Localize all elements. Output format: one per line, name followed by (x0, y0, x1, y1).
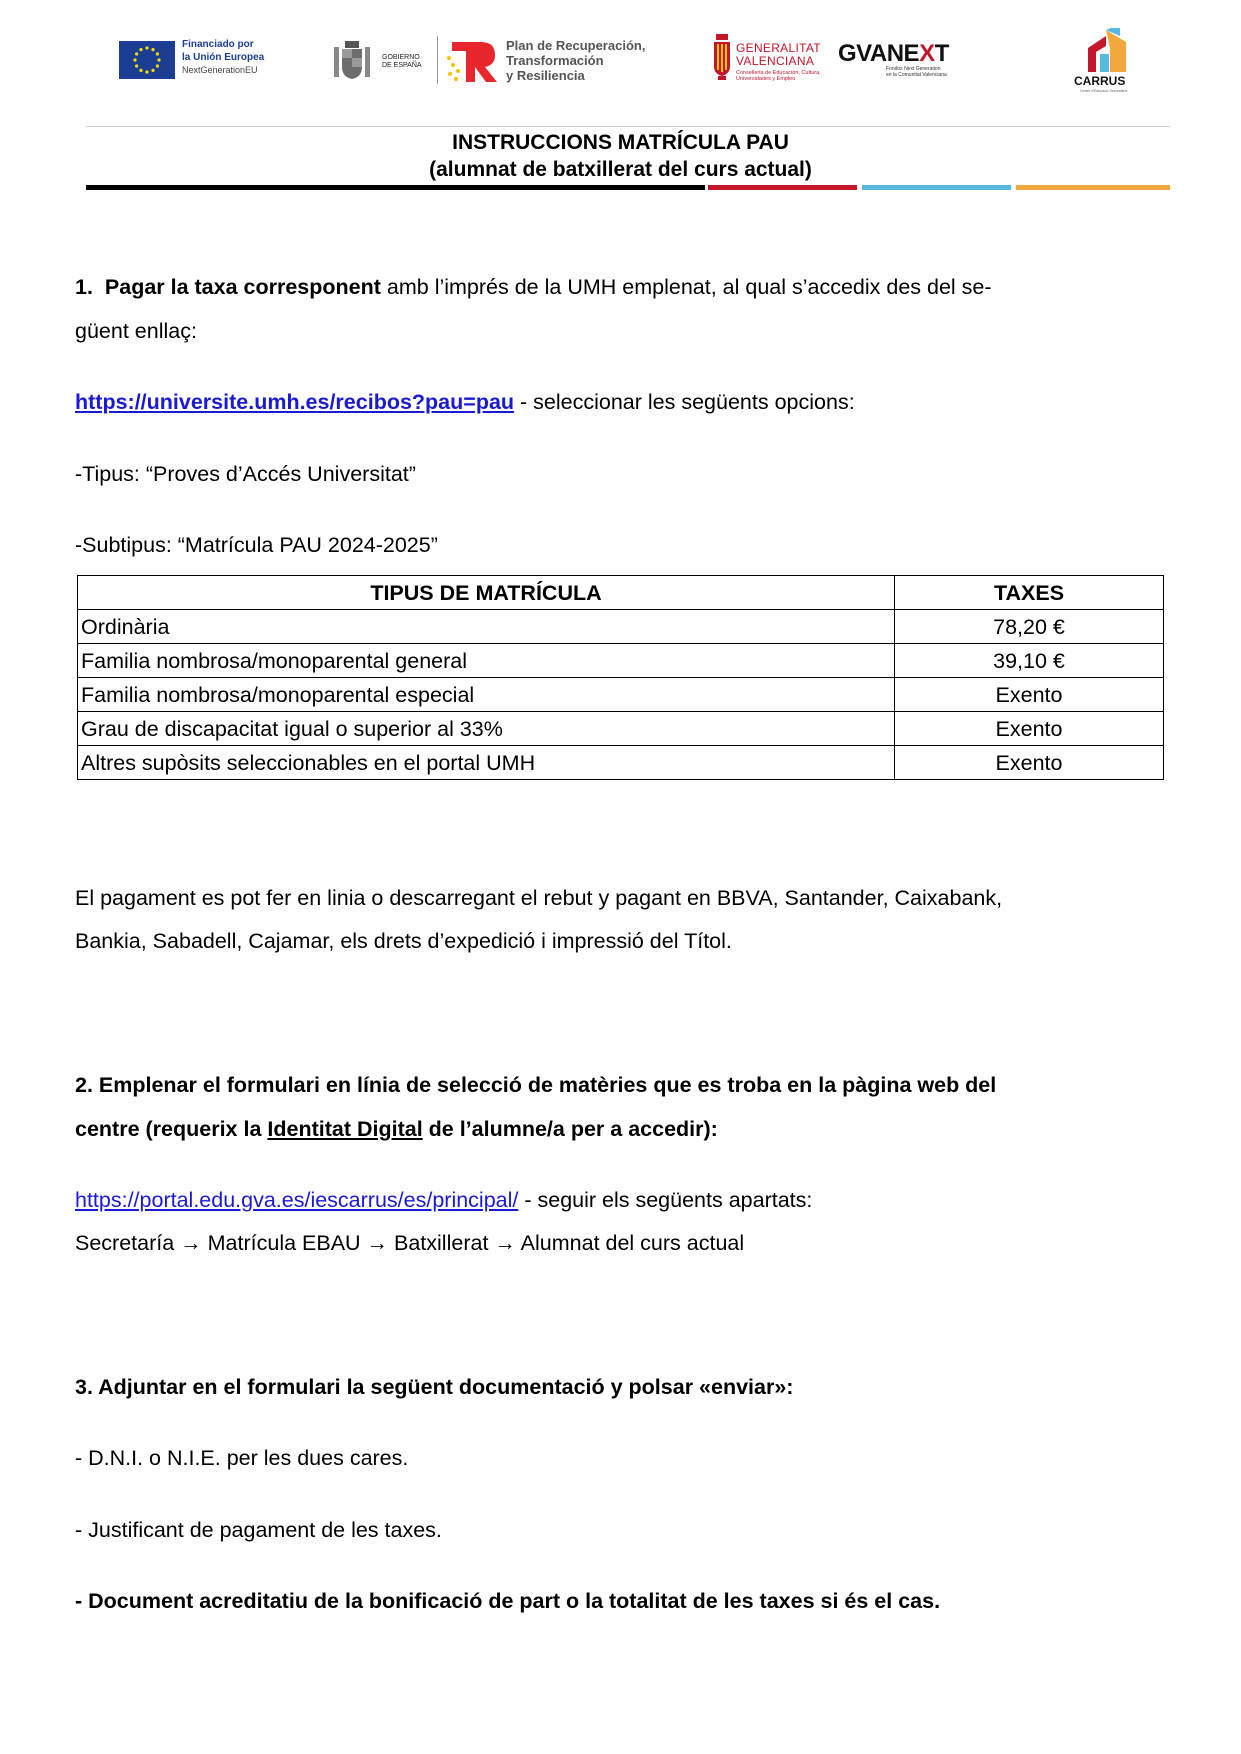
prtr-line2: Transformación (506, 53, 604, 68)
eu-logo-text (182, 38, 264, 77)
table-row (78, 746, 1164, 780)
eu-logo-line3: NextGenerationEU (182, 65, 258, 75)
spain-coat-of-arms-icon (332, 39, 372, 83)
eu-flag-icon (119, 41, 175, 79)
prtr-logo-text (506, 38, 645, 83)
table-cell-tipus: Familia nombrosa/monoparental especial (78, 678, 895, 712)
identitat-digital-text: Identitat Digital (267, 1117, 423, 1141)
header-divider (86, 126, 1170, 127)
generalitat-shield-icon (712, 34, 732, 82)
gvanext-main: GVANE (838, 40, 920, 67)
table-row (78, 678, 1164, 712)
gvanext-sub2: en la Comunitat Valenciana (886, 72, 947, 78)
gva-line1: GENERALITAT (736, 41, 821, 55)
step2-post: de l’alumne/a per a accedir): (422, 1117, 718, 1141)
step1-link-suffix: - seleccionar les següents opcions: (514, 390, 855, 414)
table-cell-tipus: Altres supòsits seleccionables en el portal UMH (78, 746, 895, 780)
table-row (78, 610, 1164, 644)
gvanext-sub1: Fondos Next Generation (886, 66, 941, 72)
step1-number: 1. (75, 275, 93, 299)
step3-heading: 3. Adjuntar en el formulari la següent documentació y polsar «enviar»: (75, 1375, 794, 1399)
fees-table (77, 575, 1164, 780)
step2-link-suffix: - seguir els següents apartats: (518, 1188, 813, 1212)
umh-recibos-link[interactable]: https://universite.umh.es/recibos?pau=pau (75, 390, 515, 414)
table-cell-taxa: Exento (895, 712, 1164, 746)
table-cell-taxa: Exento (895, 678, 1164, 712)
gvanext-end: T (934, 40, 949, 67)
step3-item-dni: - D.N.I. o N.I.E. per les dues cares. (75, 1446, 409, 1470)
step2-heading-line1: 2. Emplenar el formulari en línia de selecció de matèries que es troba en la pàgina web del (75, 1073, 997, 1097)
logo-separator (437, 36, 438, 84)
table-cell-tipus: Grau de discapacitat igual o superior al 33% (78, 712, 895, 746)
carrus-house-icon (1076, 28, 1134, 78)
step3-item-justificant: - Justificant de pagament de les taxes. (75, 1518, 442, 1542)
table-header-taxes: TAXES (895, 576, 1164, 610)
table-row (78, 712, 1164, 746)
step1-text-a: amb l’imprés de la UMH emplenat, al qual s’accedix des del se- (380, 275, 992, 299)
document-title: INSTRUCCIONS MATRÍCULA PAU (452, 131, 789, 154)
table-cell-taxa: 78,20 € (895, 610, 1164, 644)
step1-paragraph-line2: güent enllaç: (75, 319, 197, 343)
document-subtitle: (alumnat de batxillerat del curs actual) (429, 158, 812, 181)
step1-link-line (75, 390, 855, 414)
step1-paragraph-line1 (75, 275, 992, 299)
step1-subtipus: -Subtipus: “Matrícula PAU 2024-2025” (75, 533, 438, 557)
gvanext-logo (838, 40, 949, 68)
step1-tipus: -Tipus: “Proves d’Accés Universitat” (75, 462, 416, 486)
step1-heading: Pagar la taxa corresponent (104, 275, 381, 299)
prtr-line1: Plan de Recuperación, (506, 38, 646, 53)
generalitat-logo-text (736, 42, 821, 68)
prtr-r-icon (444, 36, 500, 86)
gva-sub1: Conselleria de Educación, Cultura, (736, 70, 821, 76)
gvanext-accent: X (919, 40, 935, 67)
step2-link-line (75, 1188, 812, 1212)
step2-heading-line2 (75, 1117, 718, 1141)
prtr-line3: y Resiliencia (506, 68, 585, 83)
eu-logo-line1: Financiado por (182, 39, 254, 50)
carrus-logo-subtext: Centre d'Educació Secundària (1080, 89, 1128, 93)
payment-line2: Bankia, Sabadell, Cajamar, els drets d’expedició i impressió del Títol. (75, 929, 732, 953)
table-cell-tipus: Familia nombrosa/monoparental general (78, 644, 895, 678)
step2-navigation-path: Secretaría → Matrícula EBAU → Batxillerat → Alumnat del curs actual (75, 1231, 745, 1255)
payment-line1: El pagament es pot fer en linia o descarregant el rebut y pagant en BBVA, Santander, Caixabank, (75, 886, 1003, 910)
table-header-row (78, 576, 1164, 610)
table-cell-taxa: Exento (895, 746, 1164, 780)
gobierno-logo-text (382, 54, 430, 70)
gva-sub2: Universidades y Empleo (736, 76, 796, 82)
step3-item-document: - Document acreditatiu de la bonificació de part o la totalitat de les taxes si és el cas. (75, 1589, 941, 1613)
title-bar-red (708, 185, 857, 190)
carrus-logo-text: CARRUS (1074, 74, 1126, 88)
table-cell-taxa: 39,10 € (895, 644, 1164, 678)
title-bar-blue (862, 185, 1011, 190)
title-bar-orange (1016, 185, 1170, 190)
table-header-tipus: TIPUS DE MATRÍCULA (78, 576, 895, 610)
gva-line2: VALENCIANA (736, 54, 815, 68)
generalitat-logo-subtext (736, 70, 836, 82)
gobierno-line1: GOBIERNO (382, 54, 420, 61)
step2-pre: centre (requerix la (75, 1117, 268, 1141)
eu-logo-line2: la Unión Europea (182, 52, 265, 63)
table-row (78, 644, 1164, 678)
table-cell-tipus: Ordinària (78, 610, 895, 644)
centre-portal-link[interactable]: https://portal.edu.gva.es/iescarrus/es/principal/ (75, 1188, 519, 1212)
gobierno-line2: DE ESPAÑA (382, 62, 422, 69)
title-bar-black (86, 185, 705, 190)
gvanext-logo-subtext (886, 66, 966, 78)
header-logos (0, 28, 1241, 128)
